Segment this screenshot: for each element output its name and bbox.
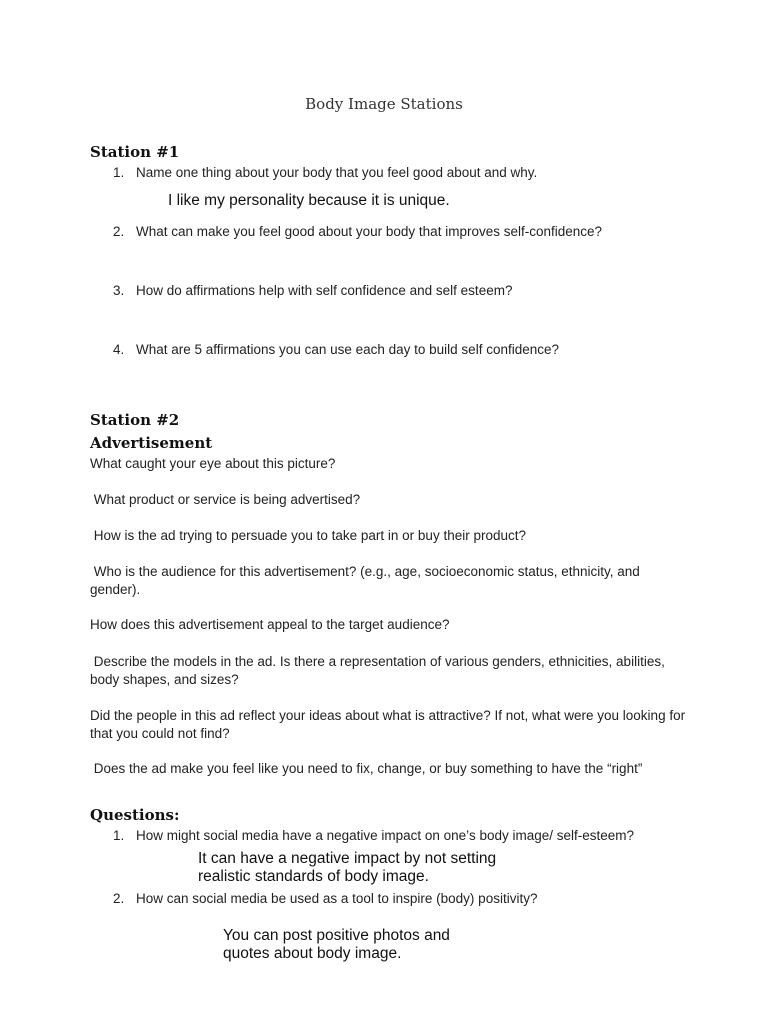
questions-heading: Questions: [90, 806, 180, 824]
station-1-question: What can make you feel good about your body that improves self-confidence? [136, 224, 603, 239]
station-1-item-number: 1. [113, 165, 125, 180]
questions-item-number: 1. [113, 828, 125, 843]
advertisement-prompt: What product or service is being advertised? [90, 492, 361, 507]
questions-answer: You can post positive photos and quotes about body image. [223, 927, 450, 962]
station-1-question: What are 5 affirmations you can use each day to build self confidence? [136, 342, 560, 357]
station-1-question: Name one thing about your body that you feel good about and why. [136, 165, 538, 180]
station-1-item-number: 3. [113, 283, 125, 298]
questions-item-number: 2. [113, 891, 125, 906]
advertisement-prompt: Does the ad make you feel like you need to fix, change, or buy something to have the “right” [90, 761, 643, 776]
advertisement-prompt: Describe the models in the ad. Is there a representation of various genders, ethnicities, abilities, body shapes, and sizes? [90, 654, 669, 687]
document-title: Body Image Stations [305, 95, 463, 113]
advertisement-prompt: How is the ad trying to persuade you to take part in or buy their product? [90, 528, 526, 543]
station-2-heading: Station #2 [90, 411, 180, 429]
advertisement-prompt: Did the people in this ad reflect your ideas about what is attractive? If not, what were you looking for that you could not find? [90, 708, 686, 741]
advertisement-prompt: Who is the audience for this advertisement? (e.g., age, socioeconomic status, ethnicity, and gender). [90, 564, 644, 597]
questions-question: How might social media have a negative impact on one’s body image/ self-esteem? [136, 828, 635, 843]
station-1-item-number: 4. [113, 342, 125, 357]
station-1-heading: Station #1 [90, 143, 180, 161]
advertisement-prompt: What caught your eye about this picture? [90, 456, 336, 471]
questions-question: How can social media be used as a tool to inspire (body) positivity? [136, 891, 538, 906]
station-1-answer: I like my personality because it is unique. [168, 192, 450, 209]
station-1-item-number: 2. [113, 224, 125, 239]
station-1-question: How do affirmations help with self confidence and self esteem? [136, 283, 513, 298]
advertisement-subheading: Advertisement [90, 434, 213, 452]
questions-answer: It can have a negative impact by not setting realistic standards of body image. [198, 850, 497, 885]
advertisement-prompt: How does this advertisement appeal to the target audience? [90, 617, 450, 632]
